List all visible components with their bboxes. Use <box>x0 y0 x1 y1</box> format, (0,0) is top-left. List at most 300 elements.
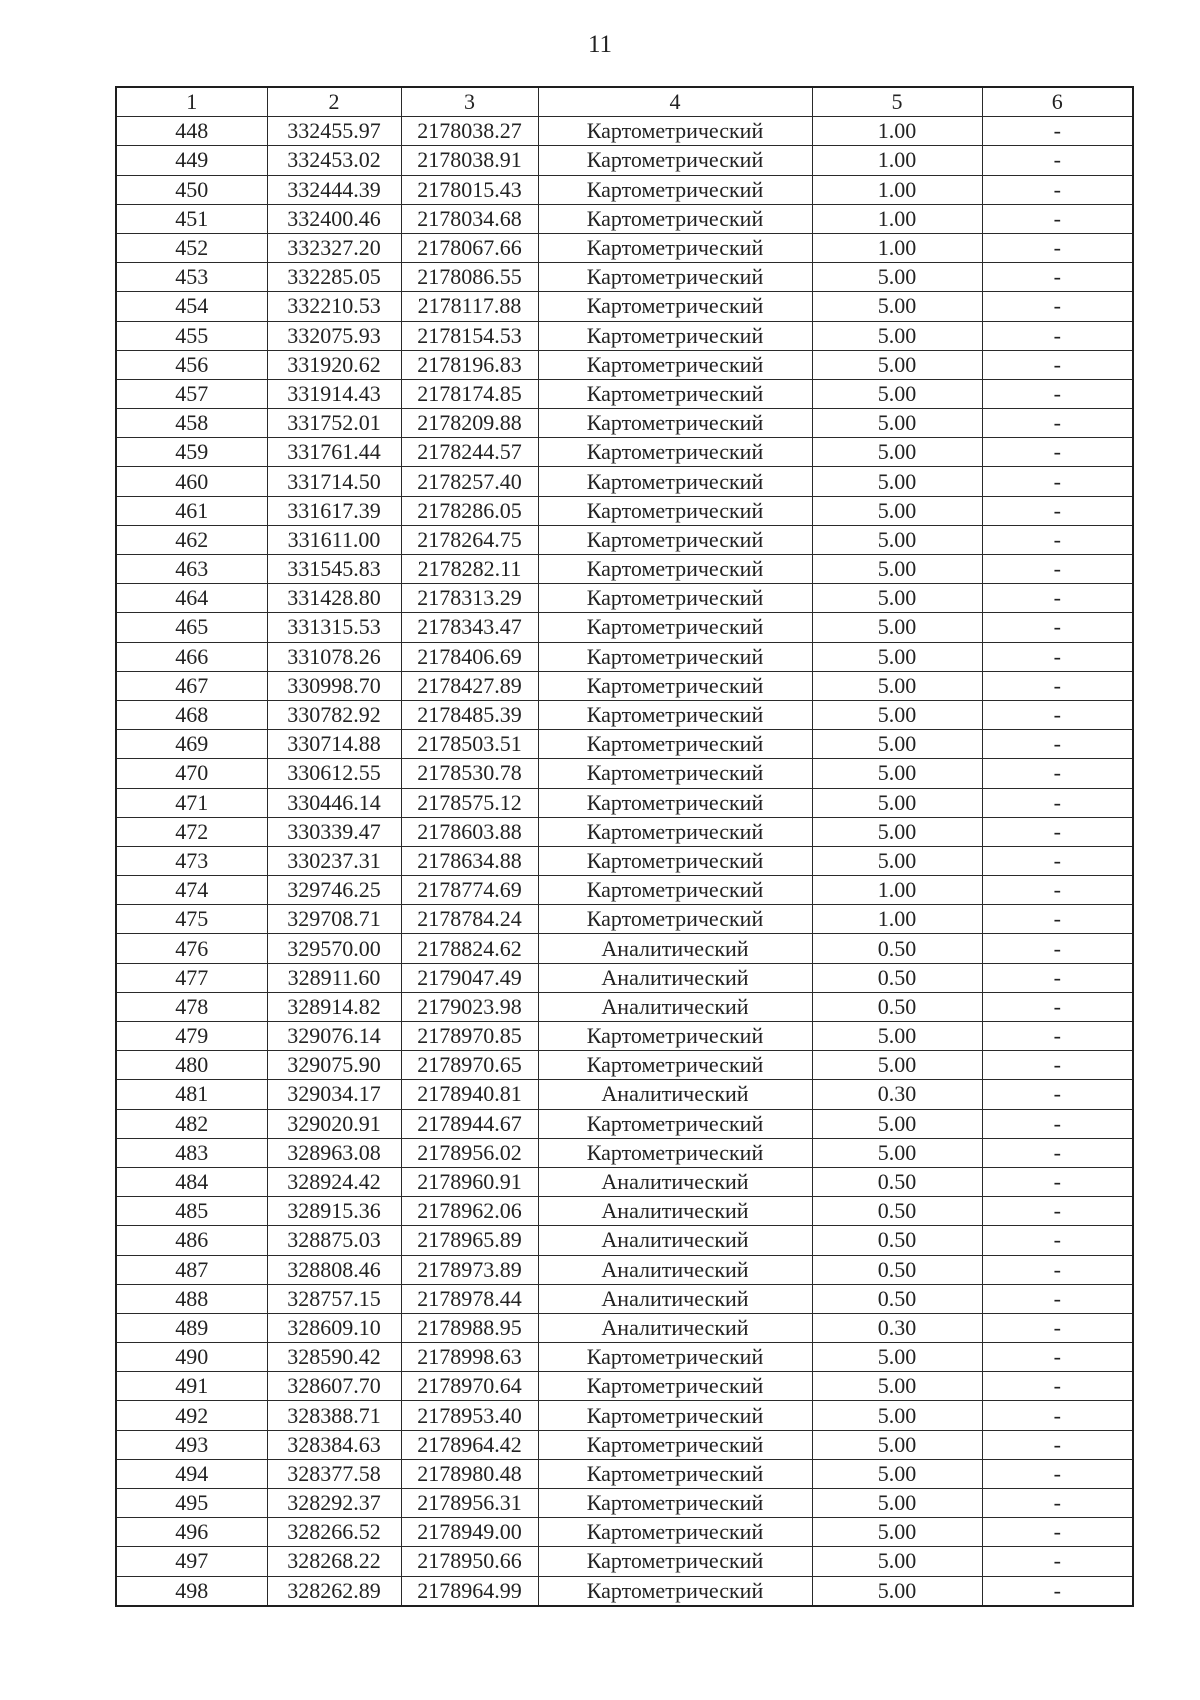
table-row <box>116 1255 1133 1284</box>
point-number-cell: 449 <box>116 146 267 175</box>
table-row <box>116 992 1133 1021</box>
note-cell: - <box>982 759 1133 788</box>
y-coordinate-cell: 2178956.02 <box>401 1138 538 1167</box>
point-number-cell: 471 <box>116 788 267 817</box>
note-cell: - <box>982 379 1133 408</box>
y-coordinate-cell: 2178784.24 <box>401 905 538 934</box>
note-cell: - <box>982 1401 1133 1430</box>
accuracy-cell: 5.00 <box>812 788 982 817</box>
point-number-cell: 495 <box>116 1489 267 1518</box>
point-number-cell: 490 <box>116 1343 267 1372</box>
x-coordinate-cell: 328262.89 <box>267 1576 401 1606</box>
method-cell: Аналитический <box>538 934 812 963</box>
point-number-cell: 456 <box>116 350 267 379</box>
table-row <box>116 1343 1133 1372</box>
note-cell: - <box>982 1372 1133 1401</box>
method-cell: Картометрический <box>538 409 812 438</box>
x-coordinate-cell: 328266.52 <box>267 1518 401 1547</box>
accuracy-cell: 5.00 <box>812 1459 982 1488</box>
accuracy-cell: 5.00 <box>812 1372 982 1401</box>
table-row <box>116 1051 1133 1080</box>
method-cell: Картометрический <box>538 438 812 467</box>
note-cell: - <box>982 117 1133 146</box>
point-number-cell: 492 <box>116 1401 267 1430</box>
note-cell: - <box>982 876 1133 905</box>
x-coordinate-cell: 330782.92 <box>267 700 401 729</box>
note-cell: - <box>982 438 1133 467</box>
note-cell: - <box>982 1051 1133 1080</box>
method-cell: Картометрический <box>538 642 812 671</box>
method-cell: Аналитический <box>538 992 812 1021</box>
note-cell: - <box>982 1226 1133 1255</box>
point-number-cell: 464 <box>116 584 267 613</box>
y-coordinate-cell: 2178956.31 <box>401 1489 538 1518</box>
x-coordinate-cell: 330998.70 <box>267 671 401 700</box>
table-row <box>116 467 1133 496</box>
y-coordinate-cell: 2178970.85 <box>401 1022 538 1051</box>
y-coordinate-cell: 2178998.63 <box>401 1343 538 1372</box>
note-cell: - <box>982 146 1133 175</box>
accuracy-cell: 1.00 <box>812 233 982 262</box>
accuracy-cell: 5.00 <box>812 350 982 379</box>
note-cell: - <box>982 613 1133 642</box>
point-number-cell: 462 <box>116 525 267 554</box>
note-cell: - <box>982 555 1133 584</box>
point-number-cell: 468 <box>116 700 267 729</box>
table-row <box>116 1459 1133 1488</box>
y-coordinate-cell: 2178196.83 <box>401 350 538 379</box>
column-header-1: 1 <box>116 87 267 117</box>
table-row <box>116 1518 1133 1547</box>
accuracy-cell: 5.00 <box>812 1343 982 1372</box>
y-coordinate-cell: 2178962.06 <box>401 1197 538 1226</box>
y-coordinate-cell: 2178988.95 <box>401 1313 538 1342</box>
y-coordinate-cell: 2178978.44 <box>401 1284 538 1313</box>
note-cell: - <box>982 846 1133 875</box>
method-cell: Картометрический <box>538 175 812 204</box>
x-coordinate-cell: 332453.02 <box>267 146 401 175</box>
note-cell: - <box>982 409 1133 438</box>
x-coordinate-cell: 331545.83 <box>267 555 401 584</box>
point-number-cell: 487 <box>116 1255 267 1284</box>
method-cell: Картометрический <box>538 292 812 321</box>
method-cell: Картометрический <box>538 1051 812 1080</box>
method-cell: Картометрический <box>538 1343 812 1372</box>
y-coordinate-cell: 2178970.65 <box>401 1051 538 1080</box>
note-cell: - <box>982 1547 1133 1576</box>
table-row <box>116 146 1133 175</box>
point-number-cell: 448 <box>116 117 267 146</box>
coordinates-table <box>115 86 1134 1607</box>
x-coordinate-cell: 331611.00 <box>267 525 401 554</box>
x-coordinate-cell: 328875.03 <box>267 1226 401 1255</box>
method-cell: Картометрический <box>538 846 812 875</box>
x-coordinate-cell: 331714.50 <box>267 467 401 496</box>
point-number-cell: 453 <box>116 263 267 292</box>
method-cell: Картометрический <box>538 1138 812 1167</box>
method-cell: Картометрический <box>538 555 812 584</box>
x-coordinate-cell: 329034.17 <box>267 1080 401 1109</box>
point-number-cell: 470 <box>116 759 267 788</box>
method-cell: Аналитический <box>538 1197 812 1226</box>
column-header-2: 2 <box>267 87 401 117</box>
point-number-cell: 493 <box>116 1430 267 1459</box>
accuracy-cell: 0.30 <box>812 1080 982 1109</box>
y-coordinate-cell: 2178427.89 <box>401 671 538 700</box>
x-coordinate-cell: 330446.14 <box>267 788 401 817</box>
y-coordinate-cell: 2178257.40 <box>401 467 538 496</box>
table-row <box>116 846 1133 875</box>
y-coordinate-cell: 2178964.99 <box>401 1576 538 1606</box>
note-cell: - <box>982 233 1133 262</box>
point-number-cell: 481 <box>116 1080 267 1109</box>
point-number-cell: 460 <box>116 467 267 496</box>
x-coordinate-cell: 328915.36 <box>267 1197 401 1226</box>
table-row <box>116 1138 1133 1167</box>
method-cell: Аналитический <box>538 1255 812 1284</box>
note-cell: - <box>982 1459 1133 1488</box>
accuracy-cell: 5.00 <box>812 817 982 846</box>
method-cell: Картометрический <box>538 700 812 729</box>
y-coordinate-cell: 2178038.27 <box>401 117 538 146</box>
y-coordinate-cell: 2178343.47 <box>401 613 538 642</box>
point-number-cell: 497 <box>116 1547 267 1576</box>
table-row <box>116 817 1133 846</box>
method-cell: Аналитический <box>538 1313 812 1342</box>
table-row <box>116 204 1133 233</box>
y-coordinate-cell: 2178015.43 <box>401 175 538 204</box>
accuracy-cell: 5.00 <box>812 1138 982 1167</box>
method-cell: Картометрический <box>538 1372 812 1401</box>
x-coordinate-cell: 332400.46 <box>267 204 401 233</box>
x-coordinate-cell: 328911.60 <box>267 963 401 992</box>
point-number-cell: 494 <box>116 1459 267 1488</box>
table-row <box>116 409 1133 438</box>
method-cell: Картометрический <box>538 263 812 292</box>
note-cell: - <box>982 350 1133 379</box>
note-cell: - <box>982 175 1133 204</box>
point-number-cell: 483 <box>116 1138 267 1167</box>
table-row <box>116 525 1133 554</box>
note-cell: - <box>982 963 1133 992</box>
x-coordinate-cell: 332210.53 <box>267 292 401 321</box>
method-cell: Картометрический <box>538 525 812 554</box>
accuracy-cell: 5.00 <box>812 613 982 642</box>
note-cell: - <box>982 817 1133 846</box>
method-cell: Картометрический <box>538 1576 812 1606</box>
accuracy-cell: 1.00 <box>812 175 982 204</box>
accuracy-cell: 5.00 <box>812 496 982 525</box>
point-number-cell: 452 <box>116 233 267 262</box>
table-row <box>116 555 1133 584</box>
note-cell: - <box>982 1284 1133 1313</box>
x-coordinate-cell: 331761.44 <box>267 438 401 467</box>
y-coordinate-cell: 2178980.48 <box>401 1459 538 1488</box>
y-coordinate-cell: 2178965.89 <box>401 1226 538 1255</box>
method-cell: Аналитический <box>538 1167 812 1196</box>
accuracy-cell: 0.50 <box>812 1167 982 1196</box>
y-coordinate-cell: 2178282.11 <box>401 555 538 584</box>
method-cell: Картометрический <box>538 905 812 934</box>
accuracy-cell: 1.00 <box>812 204 982 233</box>
table-row <box>116 1080 1133 1109</box>
point-number-cell: 474 <box>116 876 267 905</box>
point-number-cell: 465 <box>116 613 267 642</box>
point-number-cell: 466 <box>116 642 267 671</box>
table-row <box>116 1226 1133 1255</box>
accuracy-cell: 5.00 <box>812 1401 982 1430</box>
note-cell: - <box>982 1138 1133 1167</box>
page-number: 11 <box>587 31 613 58</box>
accuracy-cell: 1.00 <box>812 876 982 905</box>
accuracy-cell: 5.00 <box>812 1022 982 1051</box>
y-coordinate-cell: 2178174.85 <box>401 379 538 408</box>
x-coordinate-cell: 328384.63 <box>267 1430 401 1459</box>
x-coordinate-cell: 332455.97 <box>267 117 401 146</box>
table-row <box>116 788 1133 817</box>
method-cell: Картометрический <box>538 321 812 350</box>
x-coordinate-cell: 331428.80 <box>267 584 401 613</box>
note-cell: - <box>982 1576 1133 1606</box>
accuracy-cell: 0.50 <box>812 1255 982 1284</box>
accuracy-cell: 5.00 <box>812 525 982 554</box>
accuracy-cell: 0.50 <box>812 934 982 963</box>
accuracy-cell: 0.30 <box>812 1313 982 1342</box>
table-row <box>116 496 1133 525</box>
point-number-cell: 472 <box>116 817 267 846</box>
accuracy-cell: 1.00 <box>812 905 982 934</box>
table-row <box>116 1022 1133 1051</box>
accuracy-cell: 5.00 <box>812 671 982 700</box>
point-number-cell: 496 <box>116 1518 267 1547</box>
table-row <box>116 175 1133 204</box>
method-cell: Картометрический <box>538 1547 812 1576</box>
y-coordinate-cell: 2178286.05 <box>401 496 538 525</box>
accuracy-cell: 5.00 <box>812 1576 982 1606</box>
point-number-cell: 488 <box>116 1284 267 1313</box>
note-cell: - <box>982 1167 1133 1196</box>
table-row <box>116 1313 1133 1342</box>
method-cell: Картометрический <box>538 496 812 525</box>
point-number-cell: 479 <box>116 1022 267 1051</box>
note-cell: - <box>982 671 1133 700</box>
point-number-cell: 498 <box>116 1576 267 1606</box>
table-row <box>116 1430 1133 1459</box>
method-cell: Картометрический <box>538 876 812 905</box>
accuracy-cell: 5.00 <box>812 1430 982 1459</box>
method-cell: Картометрический <box>538 146 812 175</box>
table-row <box>116 292 1133 321</box>
method-cell: Картометрический <box>538 204 812 233</box>
accuracy-cell: 5.00 <box>812 263 982 292</box>
table-row <box>116 1167 1133 1196</box>
point-number-cell: 450 <box>116 175 267 204</box>
x-coordinate-cell: 330237.31 <box>267 846 401 875</box>
x-coordinate-cell: 332444.39 <box>267 175 401 204</box>
note-cell: - <box>982 584 1133 613</box>
note-cell: - <box>982 1255 1133 1284</box>
y-coordinate-cell: 2178034.68 <box>401 204 538 233</box>
accuracy-cell: 5.00 <box>812 555 982 584</box>
table-row <box>116 1372 1133 1401</box>
y-coordinate-cell: 2178824.62 <box>401 934 538 963</box>
accuracy-cell: 5.00 <box>812 1109 982 1138</box>
table-row <box>116 263 1133 292</box>
method-cell: Картометрический <box>538 1459 812 1488</box>
y-coordinate-cell: 2178154.53 <box>401 321 538 350</box>
method-cell: Картометрический <box>538 1401 812 1430</box>
table-row <box>116 1284 1133 1313</box>
x-coordinate-cell: 328963.08 <box>267 1138 401 1167</box>
coordinates-table-container <box>115 86 1132 1607</box>
point-number-cell: 454 <box>116 292 267 321</box>
y-coordinate-cell: 2178313.29 <box>401 584 538 613</box>
accuracy-cell: 5.00 <box>812 438 982 467</box>
accuracy-cell: 5.00 <box>812 1489 982 1518</box>
note-cell: - <box>982 1430 1133 1459</box>
x-coordinate-cell: 329746.25 <box>267 876 401 905</box>
method-cell: Картометрический <box>538 817 812 846</box>
point-number-cell: 458 <box>116 409 267 438</box>
table-row <box>116 642 1133 671</box>
table-row <box>116 934 1133 963</box>
x-coordinate-cell: 328914.82 <box>267 992 401 1021</box>
accuracy-cell: 5.00 <box>812 700 982 729</box>
accuracy-cell: 5.00 <box>812 584 982 613</box>
point-number-cell: 478 <box>116 992 267 1021</box>
x-coordinate-cell: 332327.20 <box>267 233 401 262</box>
table-row <box>116 1109 1133 1138</box>
x-coordinate-cell: 332075.93 <box>267 321 401 350</box>
y-coordinate-cell: 2178575.12 <box>401 788 538 817</box>
point-number-cell: 485 <box>116 1197 267 1226</box>
note-cell: - <box>982 992 1133 1021</box>
method-cell: Картометрический <box>538 1109 812 1138</box>
x-coordinate-cell: 330714.88 <box>267 730 401 759</box>
note-cell: - <box>982 1343 1133 1372</box>
point-number-cell: 467 <box>116 671 267 700</box>
y-coordinate-cell: 2178949.00 <box>401 1518 538 1547</box>
table-row <box>116 700 1133 729</box>
method-cell: Картометрический <box>538 584 812 613</box>
accuracy-cell: 5.00 <box>812 642 982 671</box>
table-row <box>116 876 1133 905</box>
method-cell: Картометрический <box>538 730 812 759</box>
note-cell: - <box>982 700 1133 729</box>
x-coordinate-cell: 329075.90 <box>267 1051 401 1080</box>
point-number-cell: 469 <box>116 730 267 759</box>
note-cell: - <box>982 1022 1133 1051</box>
table-row <box>116 905 1133 934</box>
method-cell: Картометрический <box>538 613 812 642</box>
y-coordinate-cell: 2178940.81 <box>401 1080 538 1109</box>
point-number-cell: 473 <box>116 846 267 875</box>
point-number-cell: 475 <box>116 905 267 934</box>
method-cell: Картометрический <box>538 671 812 700</box>
y-coordinate-cell: 2178264.75 <box>401 525 538 554</box>
y-coordinate-cell: 2178973.89 <box>401 1255 538 1284</box>
x-coordinate-cell: 331752.01 <box>267 409 401 438</box>
method-cell: Аналитический <box>538 1226 812 1255</box>
note-cell: - <box>982 1489 1133 1518</box>
x-coordinate-cell: 328757.15 <box>267 1284 401 1313</box>
y-coordinate-cell: 2178634.88 <box>401 846 538 875</box>
note-cell: - <box>982 321 1133 350</box>
y-coordinate-cell: 2178530.78 <box>401 759 538 788</box>
x-coordinate-cell: 330339.47 <box>267 817 401 846</box>
accuracy-cell: 5.00 <box>812 1547 982 1576</box>
method-cell: Картометрический <box>538 1022 812 1051</box>
accuracy-cell: 5.00 <box>812 467 982 496</box>
column-header-4: 4 <box>538 87 812 117</box>
y-coordinate-cell: 2178944.67 <box>401 1109 538 1138</box>
accuracy-cell: 5.00 <box>812 846 982 875</box>
accuracy-cell: 5.00 <box>812 759 982 788</box>
method-cell: Картометрический <box>538 379 812 408</box>
y-coordinate-cell: 2178244.57 <box>401 438 538 467</box>
table-row <box>116 1489 1133 1518</box>
note-cell: - <box>982 263 1133 292</box>
method-cell: Аналитический <box>538 1080 812 1109</box>
accuracy-cell: 5.00 <box>812 379 982 408</box>
table-row <box>116 438 1133 467</box>
note-cell: - <box>982 467 1133 496</box>
note-cell: - <box>982 1197 1133 1226</box>
point-number-cell: 455 <box>116 321 267 350</box>
y-coordinate-cell: 2178067.66 <box>401 233 538 262</box>
accuracy-cell: 1.00 <box>812 117 982 146</box>
x-coordinate-cell: 328609.10 <box>267 1313 401 1342</box>
accuracy-cell: 5.00 <box>812 730 982 759</box>
y-coordinate-cell: 2178964.42 <box>401 1430 538 1459</box>
accuracy-cell: 5.00 <box>812 292 982 321</box>
note-cell: - <box>982 525 1133 554</box>
point-number-cell: 461 <box>116 496 267 525</box>
table-row <box>116 759 1133 788</box>
table-header-row <box>116 87 1133 117</box>
x-coordinate-cell: 330612.55 <box>267 759 401 788</box>
method-cell: Картометрический <box>538 117 812 146</box>
y-coordinate-cell: 2178038.91 <box>401 146 538 175</box>
table-row <box>116 1576 1133 1606</box>
point-number-cell: 489 <box>116 1313 267 1342</box>
table-row <box>116 963 1133 992</box>
note-cell: - <box>982 642 1133 671</box>
x-coordinate-cell: 328808.46 <box>267 1255 401 1284</box>
method-cell: Картометрический <box>538 788 812 817</box>
note-cell: - <box>982 905 1133 934</box>
x-coordinate-cell: 331078.26 <box>267 642 401 671</box>
x-coordinate-cell: 331914.43 <box>267 379 401 408</box>
note-cell: - <box>982 204 1133 233</box>
y-coordinate-cell: 2178406.69 <box>401 642 538 671</box>
x-coordinate-cell: 328377.58 <box>267 1459 401 1488</box>
table-body <box>116 117 1133 1606</box>
method-cell: Картометрический <box>538 759 812 788</box>
table-row <box>116 584 1133 613</box>
table-row <box>116 1197 1133 1226</box>
y-coordinate-cell: 2178209.88 <box>401 409 538 438</box>
table-row <box>116 730 1133 759</box>
note-cell: - <box>982 1313 1133 1342</box>
accuracy-cell: 5.00 <box>812 321 982 350</box>
table-row <box>116 117 1133 146</box>
point-number-cell: 463 <box>116 555 267 584</box>
method-cell: Картометрический <box>538 1489 812 1518</box>
accuracy-cell: 5.00 <box>812 409 982 438</box>
accuracy-cell: 5.00 <box>812 1051 982 1080</box>
method-cell: Картометрический <box>538 1518 812 1547</box>
